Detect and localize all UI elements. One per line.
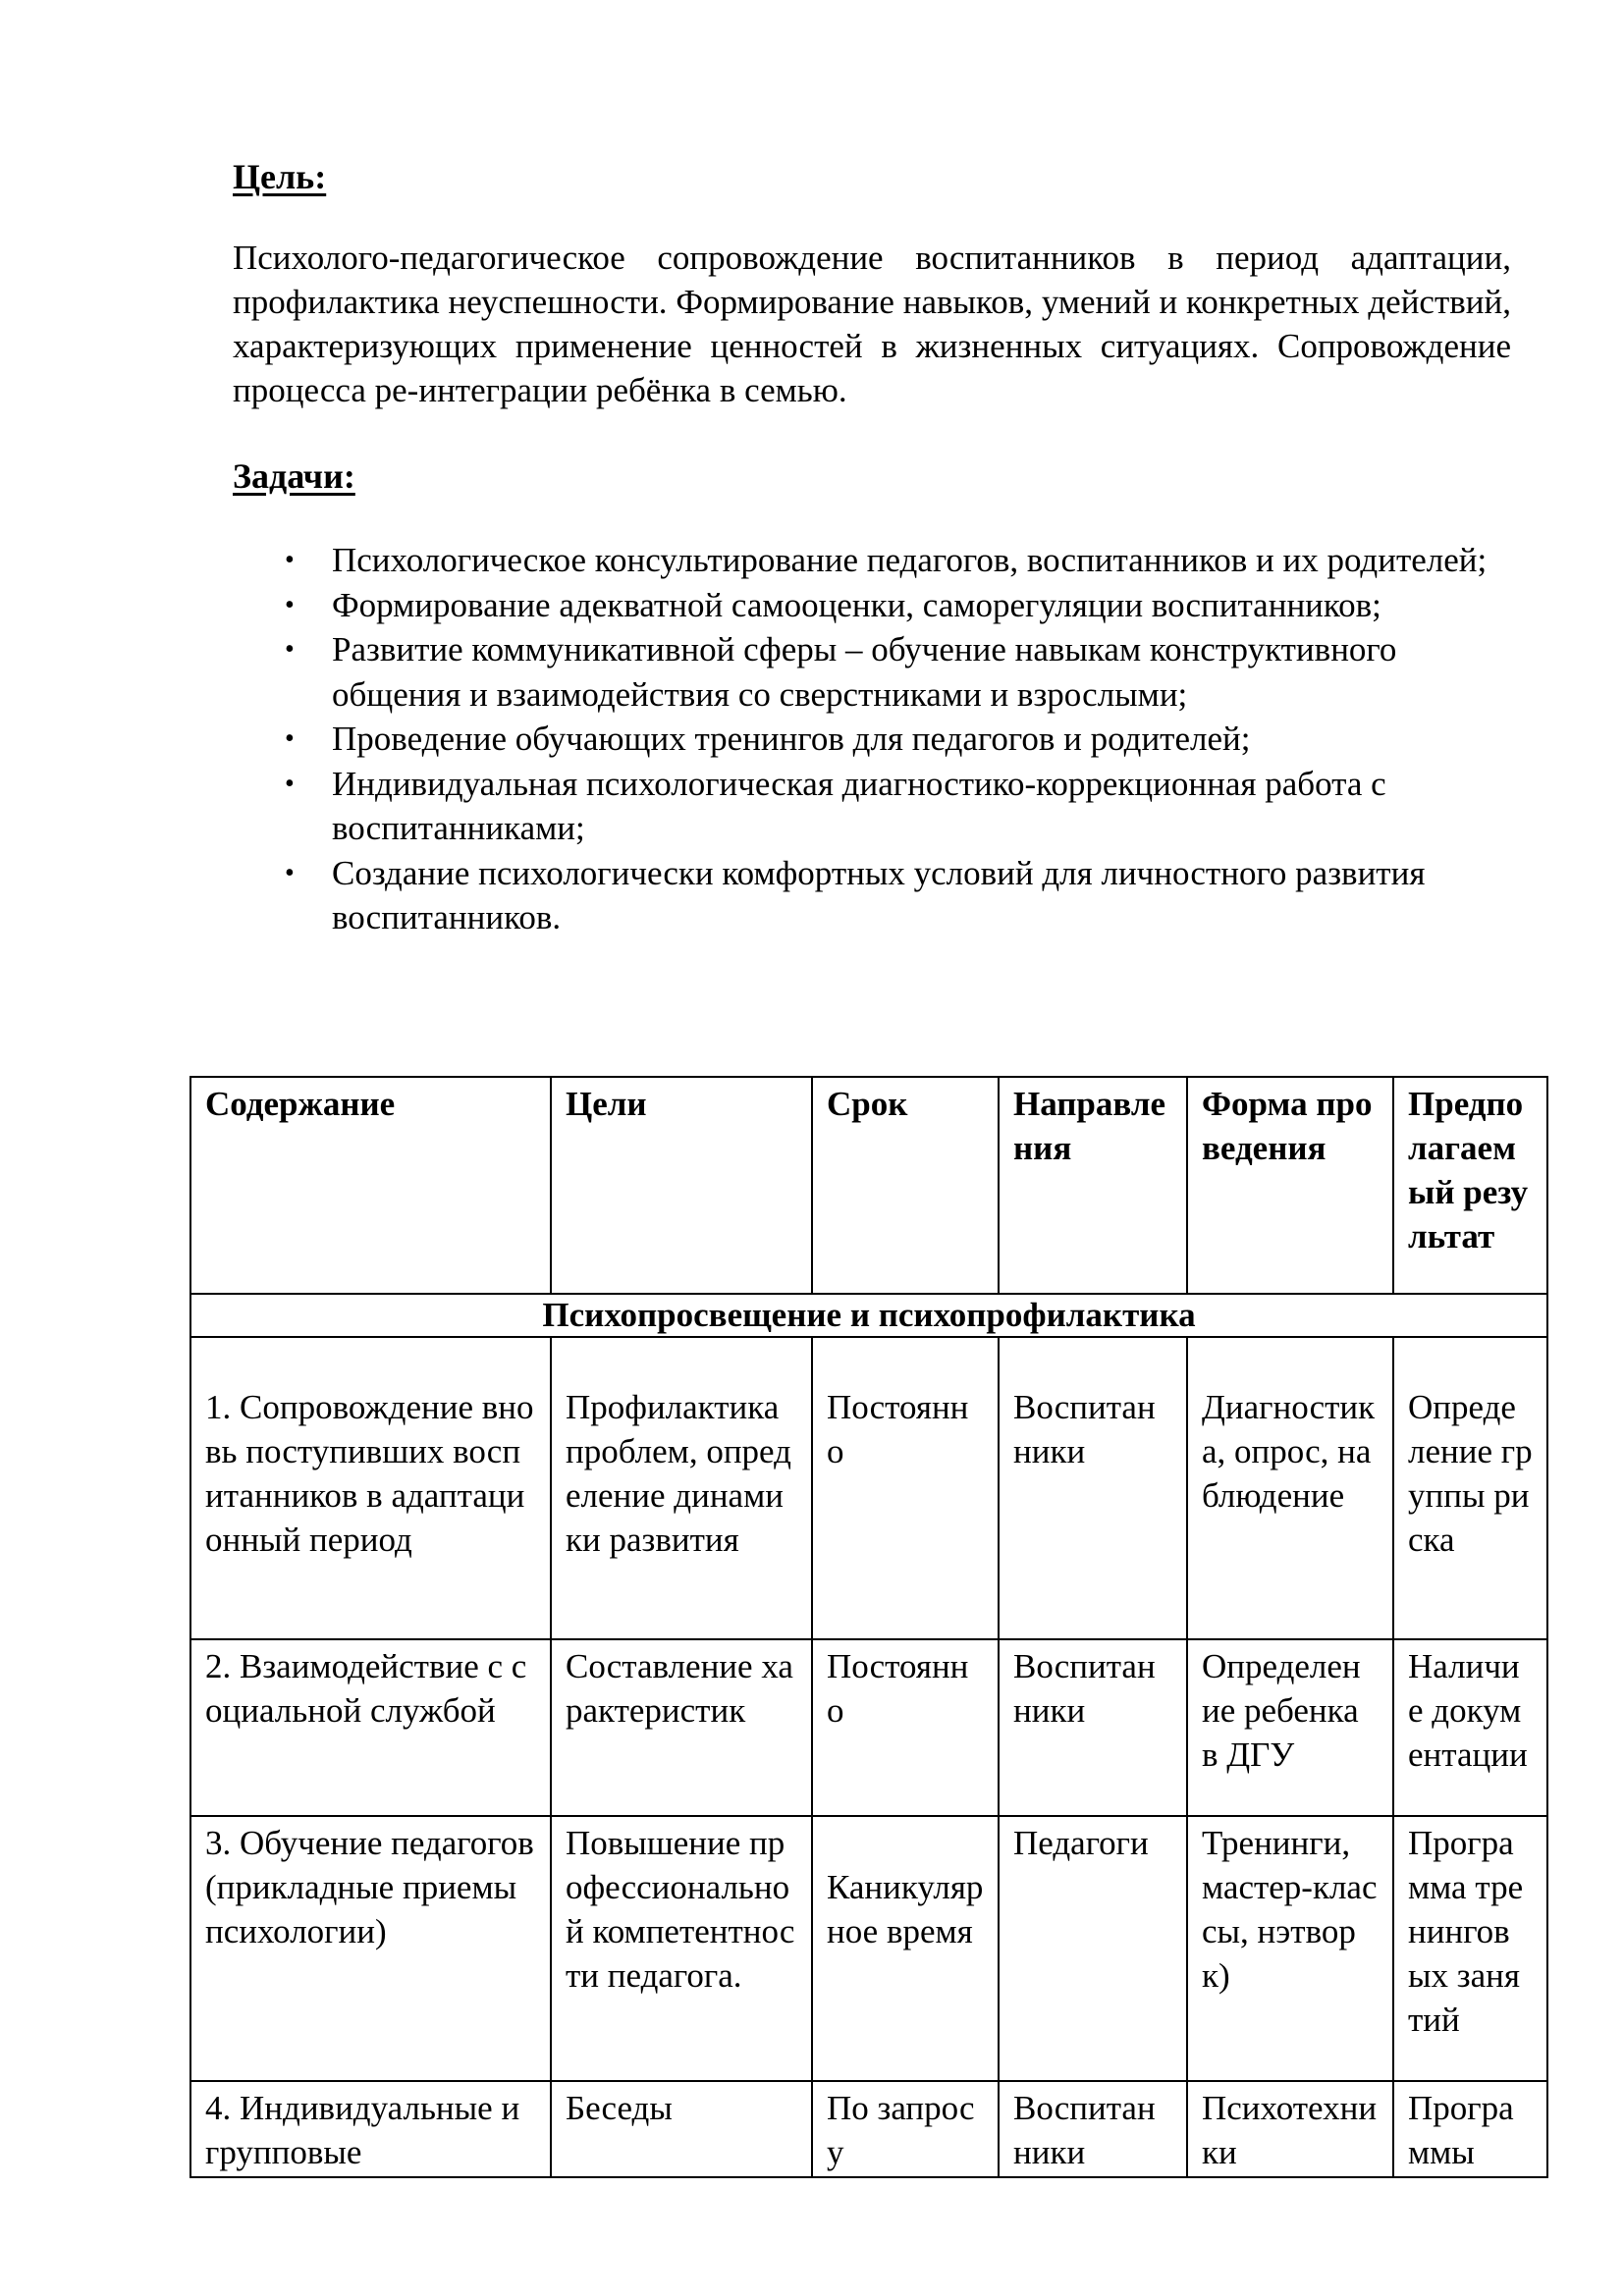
list-item: • Развитие коммуникативной сферы – обучение навыкам конструктивного общения и взаимодействия со сверстниками и взрослыми;: [285, 627, 1522, 717]
goal-heading: Цель:: [233, 157, 327, 196]
table-cell: Постоянно: [812, 1337, 999, 1639]
bullet-icon: •: [285, 589, 295, 620]
table-cell: Профилактика проблем, определение динамики развития: [551, 1337, 812, 1639]
table-cell: Беседы: [551, 2081, 812, 2177]
bullet-icon: •: [285, 634, 295, 665]
table-cell: Тренинги, мастер-классы, нэтворк): [1187, 1816, 1393, 2081]
table-cell: Постоянно: [812, 1639, 999, 1816]
list-item: • Формирование адекватной самооценки, саморегуляции воспитанников;: [285, 583, 1522, 628]
table-cell: 2. Взаимодействие с социальной службой: [190, 1639, 551, 1816]
header-goals: Цели: [551, 1077, 812, 1294]
table-cell: 3. Обучение педагогов (прикладные приемы психологии): [190, 1816, 551, 2081]
table-row: [190, 1337, 1547, 1639]
table-row: [190, 1639, 1547, 1816]
table-cell: Воспитанники: [999, 1337, 1187, 1639]
bullet-icon: •: [285, 545, 295, 575]
table-cell: Воспитанники: [999, 2081, 1187, 2177]
table-cell: Психотехники: [1187, 2081, 1393, 2177]
header-form: Форма проведения: [1187, 1077, 1393, 1294]
bullet-icon: •: [285, 723, 295, 754]
table-cell: Программы: [1393, 2081, 1547, 2177]
work-plan-table: [189, 1076, 1548, 2178]
tasks-list: [285, 538, 1522, 940]
list-item: • Проведение обучающих тренингов для педагогов и родителей;: [285, 717, 1522, 762]
table-cell: Каникулярное время: [812, 1816, 999, 2081]
table-header-row: [190, 1077, 1547, 1294]
table-cell: Составление характеристик: [551, 1639, 812, 1816]
table-cell: 1. Сопровождение вновь поступивших воспитанников в адаптационный период: [190, 1337, 551, 1639]
table-cell: 4. Индивидуальные и групповые: [190, 2081, 551, 2177]
table-cell: Наличие документации: [1393, 1639, 1547, 1816]
bullet-icon: •: [285, 857, 295, 888]
tasks-heading: Задачи:: [233, 456, 355, 496]
header-result: Предполагаемый результат: [1393, 1077, 1547, 1294]
list-item: • Психологическое консультирование педагогов, воспитанников и их родителей;: [285, 538, 1522, 583]
table-cell: По запросу: [812, 2081, 999, 2177]
table-cell: Воспитанники: [999, 1639, 1187, 1816]
header-directions: Направления: [999, 1077, 1187, 1294]
list-item: • Индивидуальная психологическая диагностико-коррекционная работа с воспитанниками;: [285, 762, 1522, 851]
table-cell: Определение ребенка в ДГУ: [1187, 1639, 1393, 1816]
table-row: [190, 1816, 1547, 2081]
section-title: Психопросвещение и психопрофилактика: [190, 1294, 1547, 1337]
list-item: • Создание психологически комфортных условий для личностного развития воспитанников.: [285, 851, 1522, 940]
section-row: [190, 1294, 1547, 1337]
table-cell: Повышение профессиональной компетентности педагога.: [551, 1816, 812, 2081]
table-cell: Диагностика, опрос, наблюдение: [1187, 1337, 1393, 1639]
table-row: [190, 2081, 1547, 2177]
table-cell: Педагоги: [999, 1816, 1187, 2081]
header-term: Срок: [812, 1077, 999, 1294]
goal-paragraph: Психолого-педагогическое сопровождение воспитанников в период адаптации, профилактика неуспешности. Формирование навыков, умений и конкретных действий, характеризующих применение ценностей в жизненных ситуациях. Сопровождение процесса ре-интеграции ребёнка в семью.: [233, 239, 1511, 409]
header-content: Содержание: [190, 1077, 551, 1294]
table-cell: Программа тренинговых занятий: [1393, 1816, 1547, 2081]
table-cell: Определение группы риска: [1393, 1337, 1547, 1639]
bullet-icon: •: [285, 768, 295, 799]
